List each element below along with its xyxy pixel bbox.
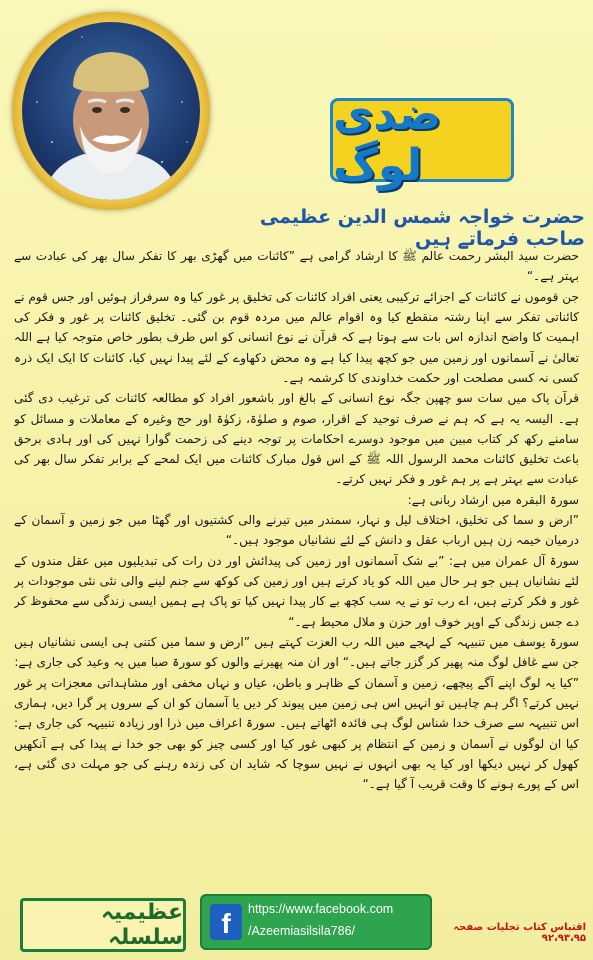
portrait-photo [22,22,200,200]
paragraph: قرآن پاک میں سات سو چھپن جگہ نوع انسانی کے بالغ اور باشعور افراد کو مطالعہ کائنات کی ترغیب دی گئی ہے۔ الیسہ یہ ہے کہ ہم نے صرف توحید کے اقرار، صوم و صلوٰۃ، زکوٰۃ اور حج وغیرہ کے معاملات و مسائل کو سامنے رکھ کر کتاب مبین میں موجود دوسرے احکامات پر توجہ دینے کی زحمت گوارا نہیں کی اور ہادی برحق باعث تخلیق کائنات محمد الرسول اللہ ﷺ کے اس قول مبارک کائنات میں ایک لمحے کے برابر تفکر سال بھر کی عبادت سے بہتر ہے پر ہم غور و فکر نہیں کرتے۔ [14,391,579,487]
paragraph: جن قوموں نے کائنات کے اجزائے ترکیبی یعنی افراد کائنات کی تخلیق پر غور کیا وہ سرفراز ہوئیں اور جس قوم نے کائناتی تفکر سے اپنا رشتہ منقطع کیا وہ اقوام عالم میں مردہ قوم بن گئی۔ تخلیق کائنات پر غور و فکر کی اہمیت کا واضح اندازہ اس بات سے ہوتا ہے کہ قرآن نے نوع انسانی کو اس طرف بطور خاص متوجہ کیا ہے اللہ تعالیٰ نے آسمانوں اور زمین میں جو کچھ پیدا کیا ہے وہ محض دکھاوے کے لئے پیدا نہیں کیا، کائنات کا ایک ایک ذرہ کسی نہ کسی مصلحت اور حکمت خداوندی کا کرشمہ ہے۔ [14,289,579,385]
paragraph: ”کیا یہ لوگ اپنے آگے پیچھے، زمین و آسمان کے ظاہر و باطن، عیاں و نہاں مخفی اور مشاہداتی معجزات پر غور نہیں کرتے؟ اگر ہم چاہیں تو انہیں اس ہی زمین میں پیوند کر دیں یا آسمان کو ان کے سروں پر گرا دیں، ہماری اس تنبیہہ سے صرف خدا شناس لوگ ہی فائدہ اٹھاتے ہیں۔ سورۃ اعراف میں ذرا اور زیادہ تنبیہہ کی جاری ہے: کیا ان لوگوں نے آسمان و زمین کے انتظام پر کبھی غور کیا اور کسی چیز کو بھی جو خدا نے پیدا کی ہے آنکھیں کھول کر نہیں دیکھا اور کیا یہ بھی انہوں نے نہیں سوچا کہ شاید ان کی زندہ رہنے کی جو مہلت دی گئی ہے، اس کے پورے ہونے کا وقت قریب آ گیا ہے۔“ [14,675,579,792]
paragraph: ”ارض و سما کی تخلیق، اختلاف لیل و نہار، سمندر میں تیرنے والی کشتیوں اور گھٹا میں جو زمین و آسمان کے درمیان خیمہ زن ہیں ارباب عقل و دانش کے لئے نشانیاں موجود ہیں۔“ [14,513,579,548]
source-citation: اقتباس کتاب تجلیات صفحہ ۹۲،۹۳،۹۵ [453,922,586,944]
azeemia-logo [20,898,186,952]
footer [0,892,593,960]
paragraph: سورۃ آل عمران میں ہے: ”بے شک آسمانوں اور زمین کی پیدائش اور دن رات کی تبدیلیوں میں عقل مندوں کے لئے نشانیاں ہیں جو ہر حال میں اللہ کو یاد کرتے ہیں اور زمین کی کوکھ سے جنم لینے والی نئی نئی موجودات پر غور و فکر کرتے ہیں، اے رب تو نے یہ سب کچھ بے کار پیدا نہیں کیا تو پاک ہے ہمیں ایسی زندگی سے محفوظ کر دے جس زندگی کے اوپر خوف اور حزن و ملال محیط ہے۔“ [14,553,579,629]
title-badge [330,89,514,191]
subtitle: حضرت خواجہ شمس الدین عظیمی صاحب فرماتے ہیں [259,206,585,250]
logo-text: عظیمیہ سلسلہ [100,900,183,950]
paragraph: سورۃ البقرہ میں ارشاد ربانی ہے: [407,492,579,507]
page-title: ضدی لوگ [333,89,442,191]
article-body [14,246,579,892]
paragraph: حضرت سید البشر رحمت عالم ﷺ کا ارشاد گرامی ہے ”کائنات میں گھڑی بھر کا تفکر سال بھر کی عبادت سے بہتر ہے۔“ [14,249,579,284]
facebook-handle: /Azeemiasilsila786/ [248,924,355,938]
facebook-url: https://www.facebook.com [248,902,394,916]
portrait-illustration [22,22,200,200]
paragraph: سورۃ یوسف میں تنبیہہ کے لہجے میں اللہ رب العزت کہتے ہیں ”ارض و سما میں کتنی ہی ایسی نشانیاں ہیں جن سے غافل لوگ منہ پھیر کر گزر جاتے ہیں۔“ اور ان منہ پھیرنے والوں کو سورۃ صبا میں یہ وعید کی جاری ہے: [14,634,579,670]
facebook-link[interactable] [200,894,432,950]
facebook-icon: f [210,904,242,940]
